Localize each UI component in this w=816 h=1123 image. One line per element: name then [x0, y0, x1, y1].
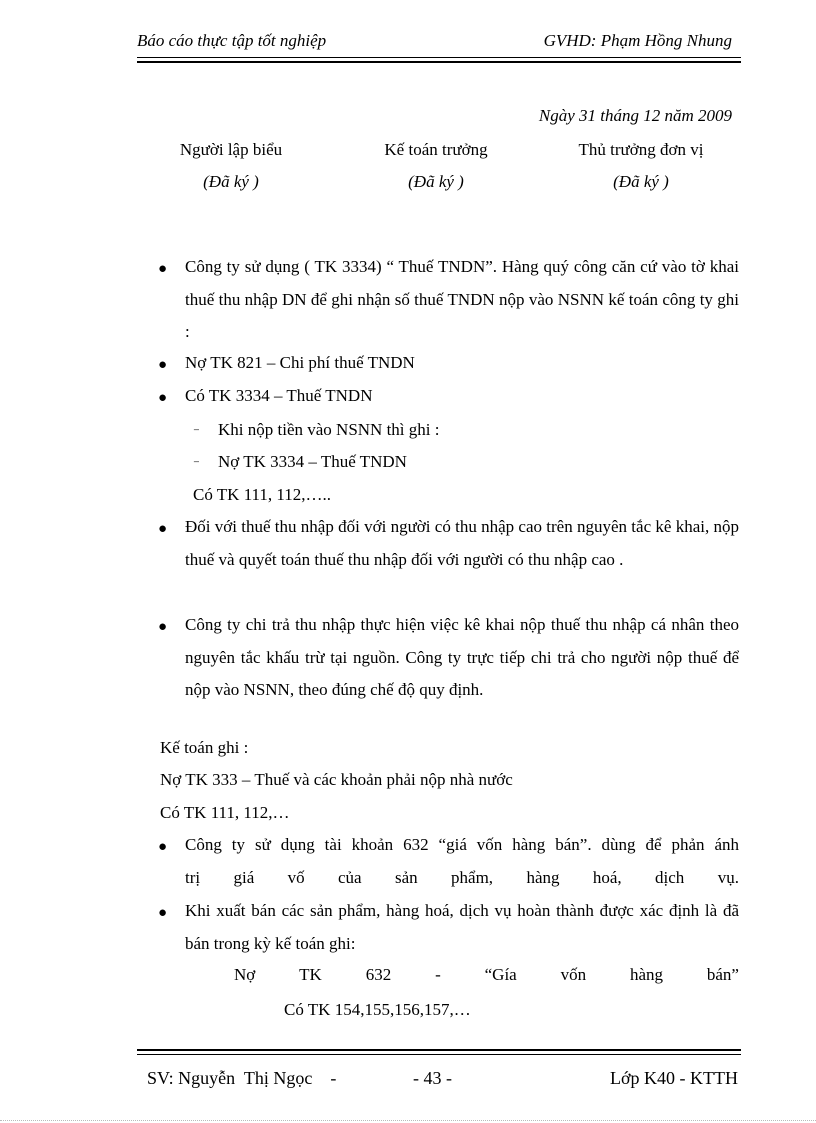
footer-class: Lớp K40 - KTTH: [610, 1068, 738, 1088]
word: vốn: [560, 965, 587, 984]
paragraph-632-line1: Công ty sử dụng tài khoản 632 “giá vốn hàng bán”. dùng để phản ánh: [185, 835, 739, 854]
word: trị: [185, 868, 201, 887]
word: TK: [299, 965, 322, 984]
footer-rule-top: [137, 1049, 741, 1051]
word: sản: [394, 868, 418, 887]
word: vố: [287, 868, 305, 887]
header-rule-bottom: [137, 61, 741, 63]
header-left: Báo cáo thực tập tốt nghiệp: [137, 31, 327, 50]
bullet-icon: ●: [158, 261, 168, 277]
paragraph-632-line2: [185, 868, 739, 888]
paragraph-tax-tndn: Công ty sử dụng ( TK 3334) “ Thuế TNDN”. Hàng quý công căn cứ vào tờ khai thuế thu nhập DN để ghi nhận số thuế TNDN nộp vào NSNN kế toán công ty ghi :: [185, 257, 739, 341]
footer-rule-bottom: [137, 1054, 741, 1055]
word: dịch: [655, 868, 685, 887]
bullet-icon: ●: [158, 521, 168, 537]
header-rule-top: [137, 57, 741, 58]
entry-no-632: [234, 965, 739, 985]
entry-co-111: Có TK 111, 112,…..: [193, 485, 332, 504]
footer-page-number: - 43 -: [413, 1068, 452, 1088]
bullet-icon: ●: [158, 839, 168, 855]
word: “Gía: [484, 965, 517, 984]
footer-student: SV: Nguyễn Thị Ngọc -: [147, 1068, 337, 1088]
signature-title-preparer: Người lập biểu: [179, 140, 283, 159]
entry-co-3334: Có TK 3334 – Thuế TNDN: [185, 386, 373, 405]
word: hoá,: [592, 868, 622, 887]
paragraph-withholding: Công ty chi trả thu nhập thực hiện việc kê khai nộp thuế thu nhập cá nhân theo nguyên tắc khấu trừ tại nguồn. Công ty trực tiếp chi trả cho người nộp thuế để nộp vào NSNN, theo đúng chế độ quy định.: [185, 615, 739, 699]
signature-note-preparer: (Đã ký ): [203, 172, 259, 191]
dash-icon: ⁻: [193, 456, 200, 471]
entry-no-821: Nợ TK 821 – Chi phí thuế TNDN: [185, 353, 415, 372]
dash-item-payment: Khi nộp tiền vào NSNN thì ghi :: [218, 420, 440, 439]
bullet-icon: ●: [158, 390, 168, 406]
accounting-entry-label: Kế toán ghi :: [160, 738, 249, 757]
word: Nợ: [234, 965, 256, 984]
signature-title-chief-accountant: Kế toán trưởng: [384, 140, 488, 159]
word: -: [435, 965, 441, 984]
word: giá: [233, 868, 255, 887]
bullet-icon: ●: [158, 905, 168, 921]
word: hàng: [629, 965, 664, 984]
word: hàng: [526, 868, 560, 887]
paragraph-high-income-tax: Đối với thuế thu nhập đối với người có thu nhập cao trên nguyên tắc kê khai, nộp thuế và quyết toán thuế thu nhập đối với người có thu nhập cao .: [185, 517, 739, 569]
page-bottom-dotted-line: [0, 1120, 816, 1121]
dash-item-no-3334: Nợ TK 3334 – Thuế TNDN: [218, 452, 407, 471]
entry-co-154: Có TK 154,155,156,157,…: [284, 1000, 471, 1019]
word: của: [338, 868, 362, 887]
signature-note-chief-accountant: (Đã ký ): [408, 172, 464, 191]
entry-no-333: Nợ TK 333 – Thuế và các khoản phải nộp nhà nước: [160, 770, 513, 789]
signature-note-director: (Đã ký ): [613, 172, 669, 191]
bullet-icon: ●: [158, 357, 168, 373]
date-line: Ngày 31 tháng 12 năm 2009: [538, 106, 732, 125]
word: bán”: [706, 965, 739, 984]
dash-icon: ⁻: [193, 424, 200, 439]
word: phẩm,: [451, 868, 494, 887]
paragraph-cost-of-goods: Khi xuất bán các sản phẩm, hàng hoá, dịch vụ hoàn thành được xác định là đã bán trong kỳ kế toán ghi:: [185, 901, 739, 953]
entry-co-111-112: Có TK 111, 112,…: [160, 803, 290, 822]
word: 632: [365, 965, 392, 984]
word: vụ.: [717, 868, 739, 887]
bullet-icon: ●: [158, 619, 168, 635]
signature-title-director: Thủ trưởng đơn vị: [578, 140, 704, 159]
header-right: GVHD: Phạm Hồng Nhung: [543, 31, 732, 50]
